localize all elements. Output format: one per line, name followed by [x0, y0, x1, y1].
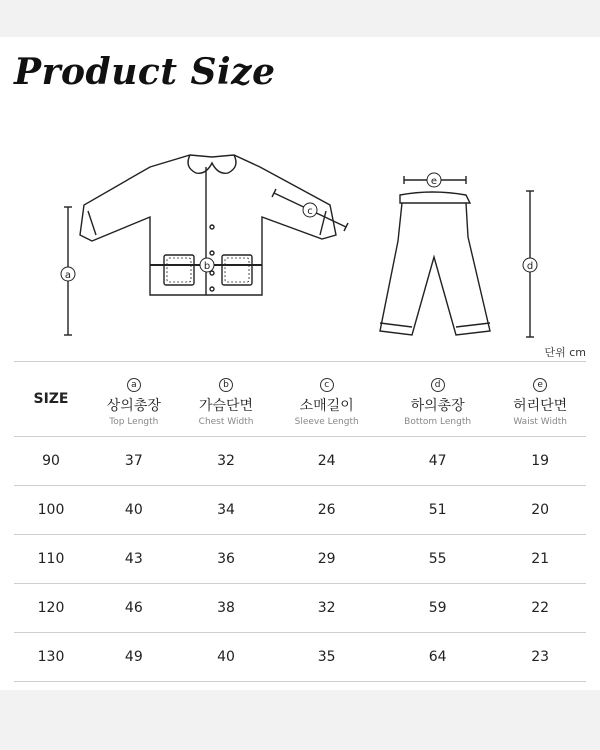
marker-badge: d	[431, 378, 445, 392]
value-cell: 26	[272, 486, 381, 535]
value-cell: 21	[494, 535, 586, 584]
size-cell: 100	[14, 486, 88, 535]
table-row	[14, 486, 586, 535]
value-cell: 32	[180, 437, 273, 486]
svg-text:c: c	[307, 206, 313, 217]
value-cell: 51	[381, 486, 494, 535]
value-cell: 64	[381, 633, 494, 682]
value-cell: 37	[88, 437, 180, 486]
value-cell: 20	[494, 486, 586, 535]
marker-d	[523, 258, 537, 272]
page-title: Product Size	[14, 51, 276, 93]
value-cell: 35	[272, 633, 381, 682]
column-title-ko: 소매길이	[299, 397, 354, 414]
svg-text:e: e	[430, 176, 438, 187]
marker-badge: c	[320, 378, 334, 392]
value-cell: 55	[381, 535, 494, 584]
value-cell: 34	[180, 486, 273, 535]
size-cell: 120	[14, 584, 88, 633]
column-header	[381, 362, 494, 437]
column-title-ko: 가슴단면	[198, 397, 254, 414]
value-cell: 36	[180, 535, 273, 584]
value-cell: 32	[272, 584, 381, 633]
value-cell: 43	[88, 535, 180, 584]
column-title-en: Top Length	[109, 416, 159, 427]
svg-text:d: d	[526, 261, 534, 272]
column-title-en: Sleeve Length	[294, 416, 359, 427]
value-cell: 40	[88, 486, 180, 535]
column-header	[180, 362, 273, 437]
table-row	[14, 633, 586, 682]
top-garment-illustration	[80, 155, 336, 295]
column-header	[272, 362, 381, 437]
table-row	[14, 535, 586, 584]
size-header: SIZE	[14, 362, 88, 437]
table-row	[14, 584, 586, 633]
value-cell: 24	[272, 437, 381, 486]
svg-text:a: a	[64, 270, 72, 281]
marker-a	[61, 267, 75, 281]
value-cell: 49	[88, 633, 180, 682]
garment-diagram	[0, 127, 600, 357]
size-cell: 90	[14, 437, 88, 486]
value-cell: 40	[180, 633, 273, 682]
pants-illustration	[380, 192, 490, 335]
marker-badge: b	[219, 378, 233, 392]
marker-badge: a	[127, 378, 141, 392]
svg-text:b: b	[203, 261, 211, 272]
marker-e	[427, 173, 441, 187]
column-title-en: Bottom Length	[404, 416, 472, 427]
table-row	[14, 437, 586, 486]
column-title-en: Chest Width	[198, 416, 254, 427]
value-cell: 59	[381, 584, 494, 633]
column-title-en: Waist Width	[513, 416, 567, 427]
marker-b	[200, 258, 214, 272]
value-cell: 46	[88, 584, 180, 633]
value-cell: 23	[494, 633, 586, 682]
marker-c	[303, 203, 317, 217]
column-title-ko: 하의총장	[410, 397, 465, 414]
value-cell: 38	[180, 584, 273, 633]
unit-label: 단위 cm	[544, 346, 586, 359]
size-cell: 130	[14, 633, 88, 682]
column-title-ko: 상의총장	[106, 397, 161, 414]
column-title-ko: 허리단면	[513, 397, 568, 414]
size-cell: 110	[14, 535, 88, 584]
table-header-row	[14, 362, 586, 437]
value-cell: 47	[381, 437, 494, 486]
column-header	[494, 362, 586, 437]
column-header	[88, 362, 180, 437]
size-chart-card	[0, 37, 600, 690]
value-cell: 22	[494, 584, 586, 633]
value-cell: 19	[494, 437, 586, 486]
marker-badge: e	[533, 378, 547, 392]
size-table	[14, 361, 586, 682]
value-cell: 29	[272, 535, 381, 584]
